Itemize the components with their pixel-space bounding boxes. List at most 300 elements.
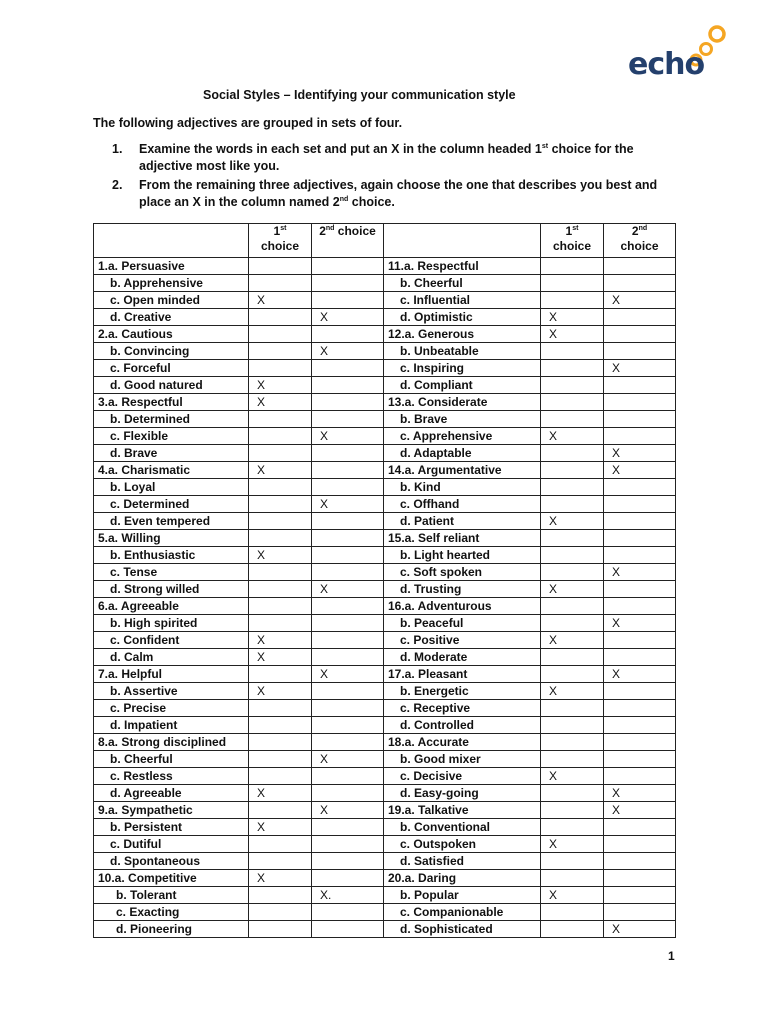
adjective-right-cell: c. Decisive [384,768,541,785]
table-row [94,292,676,309]
first-choice-right-cell[interactable] [541,751,604,768]
first-choice-left-cell[interactable] [249,343,312,360]
adjective-right-cell: d. Moderate [384,649,541,666]
second-choice-right-cell[interactable] [604,309,676,326]
table-row [94,377,676,394]
first-choice-left-cell[interactable]: X [249,394,312,411]
second-choice-left-cell[interactable] [312,598,384,615]
first-choice-right-cell[interactable] [541,462,604,479]
first-choice-right-cell[interactable] [541,615,604,632]
first-choice-left-cell[interactable] [249,700,312,717]
adjective-left-cell: d. Good natured [94,377,249,394]
adjective-right-cell: d. Compliant [384,377,541,394]
first-choice-left-cell[interactable] [249,666,312,683]
instruction-sup: nd [339,195,349,203]
adjective-left-cell: d. Pioneering [94,921,249,938]
first-choice-left-cell[interactable]: X [249,292,312,309]
first-choice-left-cell[interactable] [249,717,312,734]
second-choice-left-cell[interactable] [312,785,384,802]
second-choice-right-cell[interactable]: X [604,360,676,377]
second-choice-left-cell[interactable] [312,700,384,717]
first-choice-right-cell[interactable] [541,819,604,836]
adjective-left-cell: b. Tolerant [94,887,249,904]
table-row [94,819,676,836]
adjective-right-cell: b. Brave [384,411,541,428]
second-choice-right-cell[interactable] [604,530,676,547]
first-choice-right-cell[interactable]: X [541,428,604,445]
second-choice-left-cell[interactable] [312,564,384,581]
first-choice-right-cell[interactable] [541,564,604,581]
second-choice-left-cell[interactable] [312,615,384,632]
second-choice-left-cell[interactable] [312,649,384,666]
second-choice-left-cell[interactable] [312,479,384,496]
first-choice-right-cell[interactable]: X [541,683,604,700]
table-row [94,360,676,377]
first-choice-right-cell[interactable] [541,377,604,394]
second-choice-left-cell[interactable] [312,683,384,700]
table-row [94,666,676,683]
first-choice-left-cell[interactable]: X [249,377,312,394]
adjective-right-cell: c. Companionable [384,904,541,921]
second-choice-left-cell[interactable]: X [312,581,384,598]
adjective-left-cell: c. Restless [94,768,249,785]
second-choice-right-cell[interactable] [604,258,676,275]
adjective-right-cell: d. Adaptable [384,445,541,462]
adjective-right-cell: 20.a. Daring [384,870,541,887]
adjective-right-cell: b. Cheerful [384,275,541,292]
second-choice-right-cell[interactable] [604,377,676,394]
second-choice-left-cell[interactable]: X [312,343,384,360]
first-choice-right-cell[interactable] [541,785,604,802]
first-choice-left-cell[interactable]: X [249,649,312,666]
first-choice-left-cell[interactable] [249,564,312,581]
instruction-item [93,177,675,211]
instruction-text-a: Examine the words in each set and put an X in the column headed 1 [139,142,542,156]
adjective-left-cell: b. Apprehensive [94,275,249,292]
instruction-text-b: choice for the adjective most like you. [139,142,634,173]
instruction-text [139,177,675,211]
adjective-table [93,223,676,938]
second-choice-left-cell[interactable] [312,530,384,547]
adjective-left-cell: 3.a. Respectful [94,394,249,411]
adjective-right-cell: 17.a. Pleasant [384,666,541,683]
adjective-left-cell: b. Persistent [94,819,249,836]
first-choice-left-cell[interactable] [249,581,312,598]
table-row [94,445,676,462]
adjective-right-cell: 15.a. Self reliant [384,530,541,547]
adjective-left-cell: c. Determined [94,496,249,513]
adjective-right-cell: d. Satisfied [384,853,541,870]
adjective-right-cell: c. Receptive [384,700,541,717]
first-choice-left-cell[interactable]: X [249,462,312,479]
first-choice-right-cell[interactable]: X [541,326,604,343]
second-choice-left-cell[interactable] [312,717,384,734]
second-choice-left-cell[interactable] [312,904,384,921]
adjective-left-cell: d. Impatient [94,717,249,734]
adjective-right-cell: b. Good mixer [384,751,541,768]
second-choice-right-cell[interactable] [604,836,676,853]
table-row [94,802,676,819]
second-choice-right-cell[interactable] [604,513,676,530]
first-choice-right-cell[interactable] [541,547,604,564]
second-choice-right-cell[interactable]: X [604,666,676,683]
first-choice-right-cell[interactable] [541,275,604,292]
second-choice-right-cell[interactable] [604,394,676,411]
second-choice-left-cell[interactable] [312,836,384,853]
second-choice-right-cell[interactable] [604,632,676,649]
table-row [94,598,676,615]
header-second-choice: 2nd choice [312,224,384,258]
second-choice-right-cell[interactable] [604,428,676,445]
adjective-left-cell: c. Exacting [94,904,249,921]
second-choice-left-cell[interactable] [312,258,384,275]
second-choice-right-cell[interactable]: X [604,785,676,802]
second-choice-right-cell[interactable]: X [604,564,676,581]
echo-logo [626,16,736,86]
adjective-right-cell: b. Unbeatable [384,343,541,360]
adjective-right-cell: b. Energetic [384,683,541,700]
first-choice-left-cell[interactable] [249,751,312,768]
adjective-right-cell: 11.a. Respectful [384,258,541,275]
second-choice-left-cell[interactable]: X [312,496,384,513]
adjective-right-cell: 12.a. Generous [384,326,541,343]
second-choice-right-cell[interactable] [604,683,676,700]
first-choice-left-cell[interactable] [249,887,312,904]
first-choice-right-cell[interactable] [541,445,604,462]
instruction-text [139,141,675,175]
first-choice-right-cell[interactable] [541,292,604,309]
first-choice-right-cell[interactable] [541,853,604,870]
table-row [94,904,676,921]
adjective-left-cell: 10.a. Competitive [94,870,249,887]
first-choice-left-cell[interactable] [249,496,312,513]
first-choice-right-cell[interactable] [541,411,604,428]
second-choice-right-cell[interactable] [604,819,676,836]
first-choice-right-cell[interactable] [541,258,604,275]
first-choice-left-cell[interactable]: X [249,632,312,649]
adjective-right-cell: c. Outspoken [384,836,541,853]
second-choice-right-cell[interactable] [604,717,676,734]
first-choice-right-cell[interactable] [541,360,604,377]
first-choice-right-cell[interactable] [541,717,604,734]
first-choice-right-cell[interactable] [541,496,604,513]
second-choice-right-cell[interactable]: X [604,615,676,632]
table-row [94,564,676,581]
adjective-right-cell: 16.a. Adventurous [384,598,541,615]
adjective-left-cell: d. Brave [94,445,249,462]
second-choice-right-cell[interactable]: X [604,445,676,462]
second-choice-right-cell[interactable] [604,479,676,496]
first-choice-left-cell[interactable]: X [249,870,312,887]
first-choice-left-cell[interactable]: X [249,785,312,802]
first-choice-right-cell[interactable] [541,649,604,666]
first-choice-right-cell[interactable] [541,734,604,751]
table-row [94,275,676,292]
adjective-right-cell: d. Optimistic [384,309,541,326]
second-choice-left-cell[interactable] [312,870,384,887]
adjective-left-cell: d. Strong willed [94,581,249,598]
adjective-left-cell: d. Spontaneous [94,853,249,870]
second-choice-left-cell[interactable]: X. [312,887,384,904]
adjective-left-cell: b. Determined [94,411,249,428]
first-choice-left-cell[interactable] [249,836,312,853]
second-choice-right-cell[interactable]: X [604,802,676,819]
adjective-left-cell: 5.a. Willing [94,530,249,547]
instruction-number: 2. [112,178,123,192]
header-adjective-left [94,224,249,258]
second-choice-left-cell[interactable] [312,632,384,649]
adjective-left-cell: 2.a. Cautious [94,326,249,343]
first-choice-left-cell[interactable] [249,445,312,462]
adjective-right-cell: c. Inspiring [384,360,541,377]
table-row [94,513,676,530]
adjective-left-cell: b. Enthusiastic [94,547,249,564]
first-choice-right-cell[interactable] [541,394,604,411]
second-choice-left-cell[interactable] [312,275,384,292]
table-row [94,581,676,598]
table-row [94,921,676,938]
second-choice-left-cell[interactable] [312,768,384,785]
first-choice-right-cell[interactable] [541,598,604,615]
first-choice-left-cell[interactable] [249,768,312,785]
second-choice-right-cell[interactable] [604,343,676,360]
second-choice-left-cell[interactable] [312,462,384,479]
first-choice-left-cell[interactable] [249,513,312,530]
instruction-sup: st [541,142,549,150]
second-choice-right-cell[interactable] [604,768,676,785]
adjective-left-cell: b. Convincing [94,343,249,360]
second-choice-left-cell[interactable]: X [312,666,384,683]
adjective-right-cell: d. Controlled [384,717,541,734]
second-choice-right-cell[interactable] [604,581,676,598]
second-choice-left-cell[interactable]: X [312,309,384,326]
table-header-row [94,224,676,258]
first-choice-right-cell[interactable]: X [541,768,604,785]
page-title: Social Styles – Identifying your communication style [203,88,516,102]
intro-text: The following adjectives are grouped in sets of four. [93,116,403,130]
second-choice-left-cell[interactable] [312,360,384,377]
logo-text: echo [628,47,705,82]
first-choice-right-cell[interactable] [541,343,604,360]
first-choice-left-cell[interactable] [249,615,312,632]
table-row [94,887,676,904]
adjective-left-cell: c. Open minded [94,292,249,309]
first-choice-right-cell[interactable]: X [541,513,604,530]
adjective-right-cell: c. Offhand [384,496,541,513]
first-choice-left-cell[interactable] [249,802,312,819]
first-choice-right-cell[interactable]: X [541,836,604,853]
second-choice-left-cell[interactable] [312,921,384,938]
table-row [94,530,676,547]
first-choice-left-cell[interactable]: X [249,819,312,836]
table-row [94,394,676,411]
second-choice-right-cell[interactable] [604,887,676,904]
header-first-choice-right: 1st choice [541,224,604,258]
first-choice-left-cell[interactable] [249,428,312,445]
second-choice-right-cell[interactable] [604,275,676,292]
table-row [94,870,676,887]
second-choice-right-cell[interactable] [604,496,676,513]
header-first-choice: 1st choice [249,224,312,258]
first-choice-right-cell[interactable] [541,904,604,921]
table-row [94,615,676,632]
table-row [94,496,676,513]
table-row [94,768,676,785]
second-choice-left-cell[interactable] [312,819,384,836]
first-choice-left-cell[interactable] [249,479,312,496]
first-choice-left-cell[interactable] [249,530,312,547]
adjective-left-cell: b. High spirited [94,615,249,632]
adjective-right-cell: d. Patient [384,513,541,530]
adjective-right-cell: 14.a. Argumentative [384,462,541,479]
table-row [94,785,676,802]
second-choice-left-cell[interactable] [312,853,384,870]
adjective-right-cell: c. Soft spoken [384,564,541,581]
second-choice-left-cell[interactable] [312,445,384,462]
table-row [94,649,676,666]
adjective-left-cell: c. Flexible [94,428,249,445]
second-choice-left-cell[interactable] [312,734,384,751]
adjective-left-cell: 7.a. Helpful [94,666,249,683]
adjective-right-cell: 19.a. Talkative [384,802,541,819]
second-choice-right-cell[interactable]: X [604,292,676,309]
adjective-left-cell: d. Calm [94,649,249,666]
adjective-right-cell: b. Kind [384,479,541,496]
adjective-right-cell: 18.a. Accurate [384,734,541,751]
adjective-left-cell: c. Forceful [94,360,249,377]
adjective-right-cell: b. Conventional [384,819,541,836]
first-choice-right-cell[interactable] [541,530,604,547]
second-choice-left-cell[interactable] [312,513,384,530]
second-choice-left-cell[interactable] [312,326,384,343]
second-choice-left-cell[interactable] [312,292,384,309]
second-choice-right-cell[interactable] [604,598,676,615]
instruction-text-b: choice. [348,195,395,209]
second-choice-right-cell[interactable] [604,649,676,666]
first-choice-right-cell[interactable] [541,870,604,887]
table-row [94,326,676,343]
first-choice-left-cell[interactable] [249,258,312,275]
first-choice-left-cell[interactable] [249,360,312,377]
adjective-left-cell: 6.a. Agreeable [94,598,249,615]
instruction-text-a: From the remaining three adjectives, again choose the one that describes you best and place an X in the column named 2 [139,178,658,209]
first-choice-left-cell[interactable] [249,921,312,938]
instruction-item [93,141,675,175]
adjective-right-cell: b. Light hearted [384,547,541,564]
instruction-number: 1. [112,142,123,156]
header-second-choice-right: 2nd choice [604,224,676,258]
table-row [94,462,676,479]
adjective-right-cell: d. Easy-going [384,785,541,802]
first-choice-right-cell[interactable]: X [541,581,604,598]
second-choice-right-cell[interactable] [604,700,676,717]
table-row [94,411,676,428]
adjective-left-cell: d. Even tempered [94,513,249,530]
first-choice-left-cell[interactable] [249,411,312,428]
adjective-right-cell: b. Peaceful [384,615,541,632]
second-choice-right-cell[interactable] [604,411,676,428]
table-row [94,309,676,326]
adjective-left-cell: b. Cheerful [94,751,249,768]
adjective-left-cell: c. Dutiful [94,836,249,853]
adjective-left-cell: 4.a. Charismatic [94,462,249,479]
second-choice-left-cell[interactable]: X [312,751,384,768]
first-choice-left-cell[interactable]: X [249,683,312,700]
first-choice-left-cell[interactable] [249,309,312,326]
adjective-right-cell: c. Apprehensive [384,428,541,445]
second-choice-left-cell[interactable] [312,377,384,394]
first-choice-right-cell[interactable] [541,921,604,938]
first-choice-right-cell[interactable] [541,666,604,683]
first-choice-right-cell[interactable] [541,700,604,717]
second-choice-right-cell[interactable]: X [604,921,676,938]
adjective-left-cell: c. Tense [94,564,249,581]
adjective-right-cell: d. Sophisticated [384,921,541,938]
first-choice-right-cell[interactable]: X [541,632,604,649]
adjective-right-cell: c. Influential [384,292,541,309]
table-row [94,751,676,768]
adjective-left-cell: d. Agreeable [94,785,249,802]
table-row [94,683,676,700]
instructions-list [93,141,675,213]
first-choice-left-cell[interactable] [249,734,312,751]
second-choice-right-cell[interactable] [604,870,676,887]
second-choice-right-cell[interactable]: X [604,462,676,479]
second-choice-right-cell[interactable] [604,734,676,751]
first-choice-left-cell[interactable] [249,275,312,292]
first-choice-left-cell[interactable] [249,326,312,343]
second-choice-right-cell[interactable] [604,904,676,921]
second-choice-left-cell[interactable]: X [312,802,384,819]
second-choice-left-cell[interactable]: X [312,428,384,445]
table-row [94,547,676,564]
first-choice-left-cell[interactable] [249,904,312,921]
page-number: 1 [668,949,675,963]
adjective-left-cell: c. Precise [94,700,249,717]
adjective-left-cell: c. Confident [94,632,249,649]
table-row [94,428,676,445]
table-row [94,836,676,853]
second-choice-left-cell[interactable] [312,547,384,564]
table-row [94,632,676,649]
first-choice-right-cell[interactable]: X [541,309,604,326]
first-choice-right-cell[interactable] [541,802,604,819]
table-row [94,734,676,751]
table-row [94,853,676,870]
table-row [94,700,676,717]
table-row [94,479,676,496]
adjective-left-cell: b. Loyal [94,479,249,496]
adjective-right-cell: 13.a. Considerate [384,394,541,411]
second-choice-left-cell[interactable] [312,394,384,411]
second-choice-left-cell[interactable] [312,411,384,428]
first-choice-left-cell[interactable]: X [249,547,312,564]
header-adjective-right [384,224,541,258]
table-row [94,258,676,275]
second-choice-right-cell[interactable] [604,853,676,870]
adjective-left-cell: 9.a. Sympathetic [94,802,249,819]
first-choice-left-cell[interactable] [249,598,312,615]
second-choice-right-cell[interactable] [604,547,676,564]
second-choice-right-cell[interactable] [604,751,676,768]
adjective-right-cell: d. Trusting [384,581,541,598]
first-choice-right-cell[interactable]: X [541,887,604,904]
second-choice-right-cell[interactable] [604,326,676,343]
first-choice-right-cell[interactable] [541,479,604,496]
first-choice-left-cell[interactable] [249,853,312,870]
table-row [94,717,676,734]
table-row [94,343,676,360]
